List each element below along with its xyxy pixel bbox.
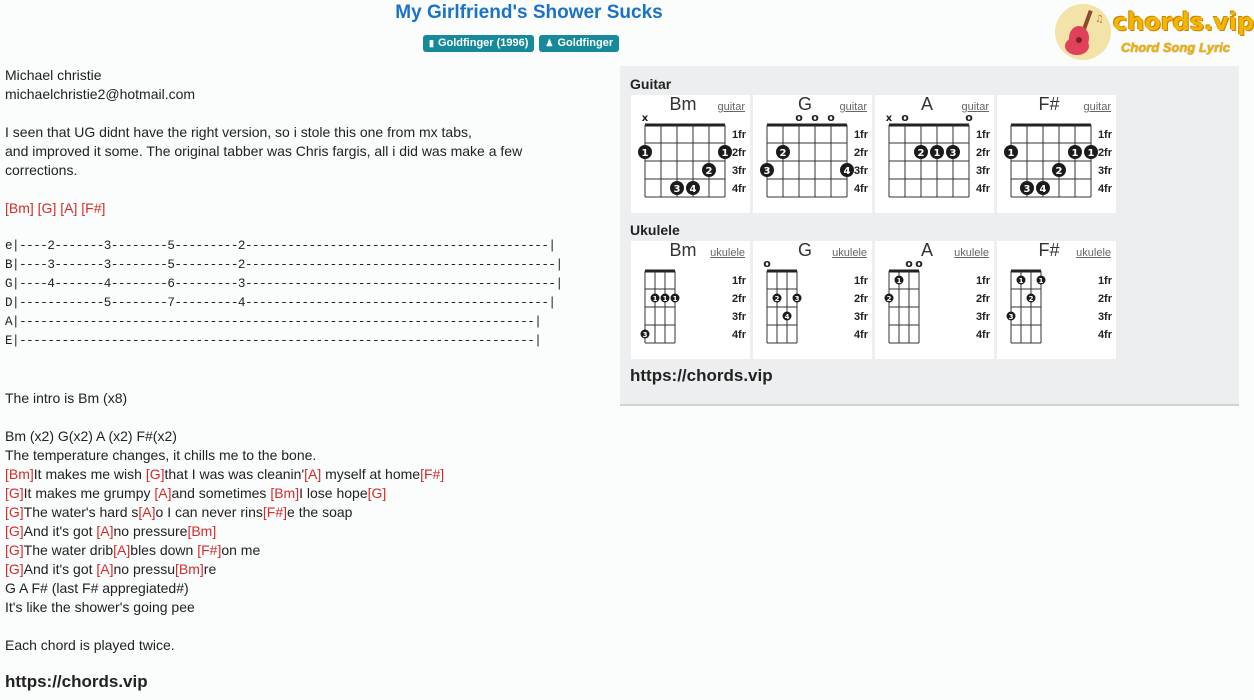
lyric-text: The intro is Bm (x8) bbox=[5, 390, 128, 406]
lyric-text: o I can never rins bbox=[155, 504, 263, 520]
finger-number: 1 bbox=[1007, 148, 1015, 159]
chord-name: G bbox=[797, 94, 812, 114]
finger-number: 1 bbox=[641, 148, 649, 159]
fret-label: 2fr bbox=[975, 147, 990, 159]
lyric-text: The water drib bbox=[23, 542, 114, 558]
finger-number: 1 bbox=[1018, 277, 1024, 285]
fret-label: 4fr bbox=[975, 183, 990, 195]
lyric-line bbox=[5, 503, 605, 522]
fret-label: 3fr bbox=[1097, 165, 1112, 177]
fret-label: 1fr bbox=[1097, 275, 1112, 287]
tab-line bbox=[5, 332, 605, 351]
lyric-text: re bbox=[203, 561, 217, 577]
chord-marker[interactable]: [Bm] bbox=[270, 485, 300, 501]
lyric-text: myself at home bbox=[321, 466, 421, 482]
chord-marker[interactable]: [G] bbox=[5, 542, 24, 558]
lyric-line bbox=[5, 142, 605, 161]
guitar-section-title: Guitar bbox=[630, 76, 672, 92]
lyric-text: and sometimes bbox=[171, 485, 271, 501]
finger-number: 4 bbox=[1039, 184, 1047, 195]
lyric-text: on me bbox=[221, 542, 261, 558]
open-string-marker: o bbox=[763, 257, 771, 270]
finger-number: 4 bbox=[843, 166, 851, 177]
chord-marker[interactable]: [A] bbox=[96, 523, 114, 539]
blank-line bbox=[5, 180, 605, 199]
chord-marker[interactable]: [Bm] bbox=[187, 523, 217, 539]
lyric-line bbox=[5, 541, 605, 560]
lyric-text: Michael christie bbox=[5, 67, 102, 83]
fret-label: 4fr bbox=[731, 183, 746, 195]
chord-marker[interactable]: [G] bbox=[5, 561, 24, 577]
tab-line bbox=[5, 256, 605, 275]
lyric-line bbox=[5, 598, 605, 617]
fret-label: 3fr bbox=[853, 311, 868, 323]
lyric-text: The water's hard s bbox=[23, 504, 139, 520]
lyric-text: I lose hope bbox=[299, 485, 368, 501]
finger-number: 3 bbox=[1023, 184, 1031, 195]
instrument-link[interactable]: ukulele bbox=[710, 247, 745, 259]
finger-number: 2 bbox=[917, 148, 925, 159]
album-label: Goldfinger (1996) bbox=[437, 37, 529, 49]
fret-label: 3fr bbox=[1097, 311, 1112, 323]
chord-panel bbox=[620, 66, 1239, 406]
fret-label: 4fr bbox=[1097, 329, 1112, 341]
lyric-line bbox=[5, 199, 605, 218]
instrument-link[interactable]: guitar bbox=[1083, 101, 1111, 113]
fret-label: 4fr bbox=[731, 329, 746, 341]
lyric-text: And it's got bbox=[23, 561, 97, 577]
lyric-line bbox=[5, 123, 605, 142]
ukulele-chord-card[interactable] bbox=[631, 241, 750, 359]
fret-label: 4fr bbox=[1097, 183, 1112, 195]
finger-number: 3 bbox=[949, 148, 957, 159]
finger-number: 3 bbox=[794, 295, 800, 303]
tab-line bbox=[5, 275, 605, 294]
finger-number: 1 bbox=[1038, 277, 1044, 285]
instrument-link[interactable]: ukulele bbox=[832, 247, 867, 259]
chord-marker[interactable]: [A] bbox=[60, 200, 78, 216]
song-badges bbox=[423, 35, 619, 52]
finger-number: 2 bbox=[705, 166, 713, 177]
ukulele-chord-card[interactable] bbox=[875, 241, 994, 359]
open-string-marker: o bbox=[915, 257, 923, 270]
finger-number: 1 bbox=[1087, 148, 1095, 159]
finger-number: 3 bbox=[1008, 313, 1014, 321]
lyric-text: e the soap bbox=[287, 504, 353, 520]
open-string-marker: o bbox=[901, 111, 909, 124]
fret-label: 1fr bbox=[975, 275, 990, 287]
chord-marker[interactable]: [G] bbox=[5, 523, 24, 539]
fret-label: 2fr bbox=[853, 147, 868, 159]
fret-label: 3fr bbox=[975, 165, 990, 177]
chord-name: G bbox=[797, 240, 812, 260]
tab-line bbox=[5, 294, 605, 313]
chord-marker[interactable]: [F#] bbox=[262, 504, 288, 520]
lyric-text: e|----2-------3--------5---------2-------------------------------------------| bbox=[5, 239, 556, 253]
lyric-text: It's like the shower's going pee bbox=[5, 599, 195, 615]
finger-number: 2 bbox=[1055, 166, 1063, 177]
blank-line bbox=[5, 617, 605, 636]
lyric-text: bles down bbox=[130, 542, 198, 558]
fret-label: 2fr bbox=[975, 293, 990, 305]
blank-line bbox=[5, 408, 605, 427]
chord-marker[interactable]: [A] bbox=[96, 561, 114, 577]
muted-string-marker: x bbox=[885, 113, 893, 124]
open-string-marker: o bbox=[965, 111, 973, 124]
finger-number: 1 bbox=[896, 277, 902, 285]
chord-marker[interactable]: [F#] bbox=[420, 466, 445, 482]
lyric-text: It makes me grumpy bbox=[23, 485, 155, 501]
finger-number: 1 bbox=[721, 148, 729, 159]
finger-number: 2 bbox=[886, 295, 892, 303]
site-logo[interactable] bbox=[1055, 4, 1254, 64]
finger-number: 1 bbox=[1071, 148, 1079, 159]
instrument-link[interactable]: guitar bbox=[717, 101, 745, 113]
instrument-link[interactable]: ukulele bbox=[1076, 247, 1111, 259]
finger-number: 2 bbox=[774, 295, 780, 303]
finger-number: 4 bbox=[784, 313, 790, 321]
instrument-link[interactable]: guitar bbox=[961, 101, 989, 113]
finger-number: 4 bbox=[689, 184, 697, 195]
artist-label: Goldfinger bbox=[557, 37, 614, 49]
artist-badge[interactable] bbox=[539, 35, 619, 52]
blank-line bbox=[5, 370, 605, 389]
fret-label: 2fr bbox=[853, 293, 868, 305]
guitar-logo-icon bbox=[1055, 4, 1111, 60]
chord-marker[interactable]: [G] bbox=[5, 485, 24, 501]
lyric-text: michaelchristie2@hotmail.com bbox=[5, 86, 196, 102]
lyric-text: And it's got bbox=[23, 523, 97, 539]
open-string-marker: o bbox=[827, 111, 835, 124]
lyric-text: G A F# (last F# appregiated#) bbox=[5, 580, 189, 596]
fret-label: 2fr bbox=[731, 293, 746, 305]
tab-line bbox=[5, 237, 605, 256]
fret-label: 1fr bbox=[853, 129, 868, 141]
lyric-text: no pressu bbox=[113, 561, 175, 577]
finger-number: 1 bbox=[662, 295, 668, 303]
lyric-line bbox=[5, 66, 605, 85]
lyric-text: E|-------------------------------------------------------------------------| bbox=[5, 334, 542, 348]
finger-number: 2 bbox=[1028, 295, 1034, 303]
fret-label: 1fr bbox=[731, 129, 746, 141]
lyric-line bbox=[5, 522, 605, 541]
fret-label: 2fr bbox=[731, 147, 746, 159]
svg-text:♫: ♫ bbox=[1095, 14, 1104, 25]
finger-number: 2 bbox=[779, 148, 787, 159]
chord-name: A bbox=[920, 94, 933, 114]
lyric-text: It makes me wish bbox=[33, 466, 146, 482]
lyric-text: G|----4-------4--------6---------3--------------------------------------------| bbox=[5, 277, 563, 291]
lyric-line bbox=[5, 85, 605, 104]
ukulele-chord-card[interactable] bbox=[997, 241, 1116, 359]
song-title: My Girlfriend's Shower Sucks bbox=[395, 2, 663, 23]
lyric-text: D|------------5--------7---------4-------------------------------------------| bbox=[5, 296, 556, 310]
chord-marker[interactable]: [F#] bbox=[197, 542, 222, 558]
fret-label: 4fr bbox=[853, 183, 868, 195]
chord-marker[interactable]: [Bm] bbox=[175, 561, 204, 577]
lyric-line bbox=[5, 579, 605, 598]
ukulele-chord-card[interactable] bbox=[753, 241, 872, 359]
lyric-text: corrections. bbox=[5, 162, 78, 178]
book-icon: ▮ bbox=[429, 37, 434, 48]
lyric-line bbox=[5, 389, 605, 408]
chord-marker[interactable]: [G] bbox=[367, 485, 387, 501]
fret-label: 2fr bbox=[1097, 293, 1112, 305]
finger-number: 1 bbox=[672, 295, 678, 303]
lyric-text: The temperature changes, it chills me to the bone. bbox=[5, 447, 317, 463]
chord-marker[interactable]: [A] bbox=[138, 504, 156, 520]
open-string-marker: o bbox=[905, 257, 913, 270]
instrument-link[interactable]: guitar bbox=[839, 101, 867, 113]
lyric-text: no pressure bbox=[113, 523, 188, 539]
finger-number: 1 bbox=[933, 148, 941, 159]
chord-marker[interactable]: [G] bbox=[5, 504, 24, 520]
blank-line bbox=[5, 104, 605, 123]
lyric-text: Each chord is played twice. bbox=[5, 637, 175, 653]
album-badge[interactable] bbox=[423, 35, 534, 52]
fret-label: 4fr bbox=[975, 329, 990, 341]
lyric-line bbox=[5, 636, 605, 655]
chord-name: Bm bbox=[669, 94, 697, 114]
chord-marker[interactable]: [Bm] bbox=[5, 466, 34, 482]
instrument-link[interactable]: ukulele bbox=[954, 247, 989, 259]
guitar-chord-card[interactable] bbox=[875, 95, 994, 213]
lyric-text: and improved it some. The original tabber was Chris fargis, all i did was make a few bbox=[5, 143, 523, 159]
chord-marker[interactable]: [A] bbox=[304, 466, 322, 482]
chord-marker[interactable]: [F#] bbox=[81, 200, 106, 216]
lyric-line bbox=[5, 484, 605, 503]
chord-name: F# bbox=[1038, 240, 1060, 260]
fret-label: 4fr bbox=[853, 329, 868, 341]
fret-label: 3fr bbox=[731, 311, 746, 323]
finger-number: 3 bbox=[763, 166, 771, 177]
finger-number: 3 bbox=[673, 184, 681, 195]
lyrics-body bbox=[5, 66, 605, 655]
guitar-chord-card[interactable] bbox=[753, 95, 872, 213]
ukulele-section-title: Ukulele bbox=[630, 222, 680, 238]
blank-line bbox=[5, 351, 605, 370]
fret-label: 1fr bbox=[731, 275, 746, 287]
user-icon: ♟ bbox=[545, 37, 554, 48]
chord-marker[interactable]: [G] bbox=[145, 466, 165, 482]
lyric-text: that I was was cleanin' bbox=[164, 466, 305, 482]
chord-marker[interactable]: [A] bbox=[154, 485, 172, 501]
muted-string-marker: x bbox=[641, 113, 649, 124]
logo-brand: chords.vip bbox=[1113, 8, 1254, 36]
logo-tagline: Chord Song Lyric bbox=[1121, 40, 1231, 55]
tab-line bbox=[5, 313, 605, 332]
finger-number: 1 bbox=[652, 295, 658, 303]
chord-name: F# bbox=[1038, 94, 1060, 114]
fret-label: 2fr bbox=[1097, 147, 1112, 159]
lyric-text: I seen that UG didnt have the right version, so i stole this one from mx tabs, bbox=[5, 124, 472, 140]
finger-number: 3 bbox=[642, 331, 648, 339]
guitar-chord-card[interactable] bbox=[631, 95, 750, 213]
chord-name: Bm bbox=[669, 240, 697, 260]
fret-label: 1fr bbox=[1097, 129, 1112, 141]
fret-label: 3fr bbox=[975, 311, 990, 323]
lyric-text: Bm (x2) G(x2) A (x2) F#(x2) bbox=[5, 428, 177, 444]
open-string-marker: o bbox=[795, 111, 803, 124]
guitar-chord-card[interactable] bbox=[997, 95, 1116, 213]
lyric-text: A|-------------------------------------------------------------------------| bbox=[5, 315, 542, 329]
open-string-marker: o bbox=[811, 111, 819, 124]
chord-marker[interactable]: [G] bbox=[37, 200, 57, 216]
lyric-line bbox=[5, 427, 605, 446]
fret-label: 1fr bbox=[975, 129, 990, 141]
lyric-line bbox=[5, 161, 605, 180]
chord-name: A bbox=[920, 240, 933, 260]
blank-line bbox=[5, 218, 605, 237]
footer-link[interactable]: https://chords.vip bbox=[5, 672, 148, 691]
lyric-line bbox=[5, 560, 605, 579]
fret-label: 3fr bbox=[731, 165, 746, 177]
chord-marker[interactable]: [Bm] bbox=[5, 200, 34, 216]
lyric-line bbox=[5, 446, 605, 465]
fret-label: 1fr bbox=[853, 275, 868, 287]
lyric-line bbox=[5, 465, 605, 484]
chord-marker[interactable]: [A] bbox=[113, 542, 131, 558]
lyric-text: B|----3-------3--------5---------2--------------------------------------------| bbox=[5, 258, 563, 272]
fret-label: 3fr bbox=[853, 165, 868, 177]
panel-link[interactable]: https://chords.vip bbox=[630, 366, 773, 385]
